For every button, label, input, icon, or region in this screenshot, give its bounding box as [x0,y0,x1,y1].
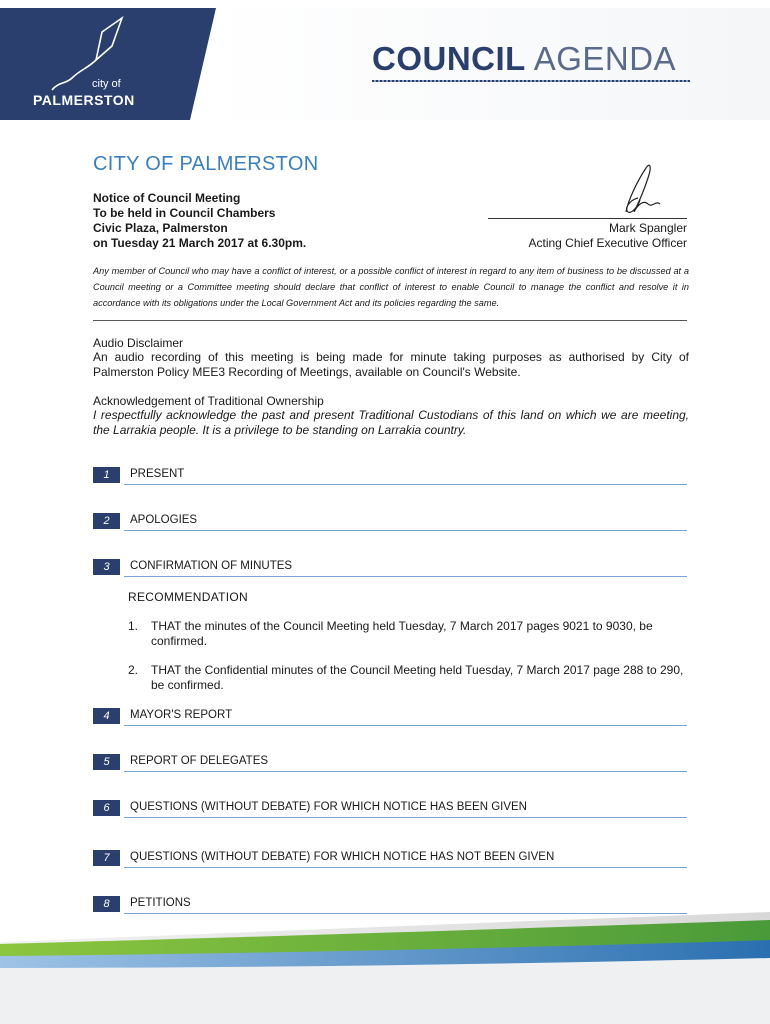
item-underline [124,725,687,726]
item-number: 7 [93,850,120,866]
item-label: APOLOGIES [130,514,198,526]
notice-line: To be held in Council Chambers [93,206,276,220]
item-label: REPORT OF DELEGATES [130,755,269,767]
signature-line [488,218,687,219]
meeting-notice [93,191,306,251]
item-label: MAYOR'S REPORT [130,709,233,721]
agenda-item-apologies [93,513,687,533]
item-underline [124,484,687,485]
list-item-number: 1. [128,619,139,633]
list-item-text: THAT the minutes of the Council Meeting held Tuesday, 7 March 2017 pages 9021 to 9030, be confirmed. [151,619,653,648]
signatory-name: Mark Spangler [608,221,687,235]
list-item [128,619,688,649]
list-item-number: 2. [128,663,139,677]
agenda-item-confirmation-of-minutes [93,559,687,579]
item-label: PETITIONS [130,897,191,909]
notice-line: Civic Plaza, Palmerston [93,221,228,235]
list-item-text: THAT the Confidential minutes of the Council Meeting held Tuesday, 7 March 2017 page 288 to 290, be confirmed. [151,663,684,692]
list-item [128,663,688,693]
agenda-item-mayors-report [93,708,687,728]
title-bold: COUNCIL [372,40,526,77]
item-number: 5 [93,754,120,770]
conflict-of-interest-notice: Any member of Council who may have a conflict of interest, or a possible conflict of interest in regard to any item of business to be discussed at a Council meeting or a Committee meeting should declare that conflict of interest to enable Council to manage the conflict and resolve it in accordance with its obligations under the Local Government Act and its policies regarding the same. [93,266,689,308]
logo-text-big: PALMERSTON [33,92,135,108]
acknowledgement-text: I respectfully acknowledge the past and present Traditional Custodians of this land on which we are meeting, the Larrakia people. It is a privilege to be standing on Larrakia country. [93,408,689,437]
notice-line: on Tuesday 21 March 2017 at 6.30pm. [93,236,307,250]
agenda-item-questions-notice-given [93,800,687,820]
item-label: QUESTIONS (WITHOUT DEBATE) FOR WHICH NOTICE HAS NOT BEEN GIVEN [130,851,555,863]
item-number: 1 [93,467,120,483]
item-underline [124,817,687,818]
signature-block [488,160,687,252]
signature-image [488,160,687,218]
logo-text-small: city of [92,78,121,90]
agenda-item-present [93,467,687,487]
audio-disclaimer-title: Audio Disclaimer [93,336,184,350]
footer-swoosh [0,912,770,1024]
recommendation-title: RECOMMENDATION [128,590,248,604]
divider [93,320,687,321]
agenda-item-questions-notice-not-given [93,850,687,870]
item-label: CONFIRMATION OF MINUTES [130,560,293,572]
notice-line: Notice of Council Meeting [93,191,241,205]
item-number: 2 [93,513,120,529]
item-number: 6 [93,800,120,816]
item-label: PRESENT [130,468,185,480]
agenda-item-report-of-delegates [93,754,687,774]
item-number: 4 [93,708,120,724]
item-underline [124,771,687,772]
item-underline [124,530,687,531]
title-light: AGENDA [533,40,677,77]
item-underline [124,576,687,577]
recommendation-list [128,619,688,707]
title-underline [372,80,690,82]
document-title [372,40,676,78]
item-label: QUESTIONS (WITHOUT DEBATE) FOR WHICH NOTICE HAS BEEN GIVEN [130,801,527,813]
audio-disclaimer-text: An audio recording of this meeting is being made for minute taking purposes as authorised by City of Palmerston Policy MEE3 Recording of Meetings, available on Council's Website. [93,350,689,379]
item-number: 3 [93,559,120,575]
signatory-role: Acting Chief Executive Officer [528,236,687,250]
city-heading: CITY OF PALMERSTON [93,153,319,175]
acknowledgement-title: Acknowledgement of Traditional Ownership [93,394,324,408]
item-underline [124,867,687,868]
page-header [0,0,770,120]
item-number: 8 [93,896,120,912]
